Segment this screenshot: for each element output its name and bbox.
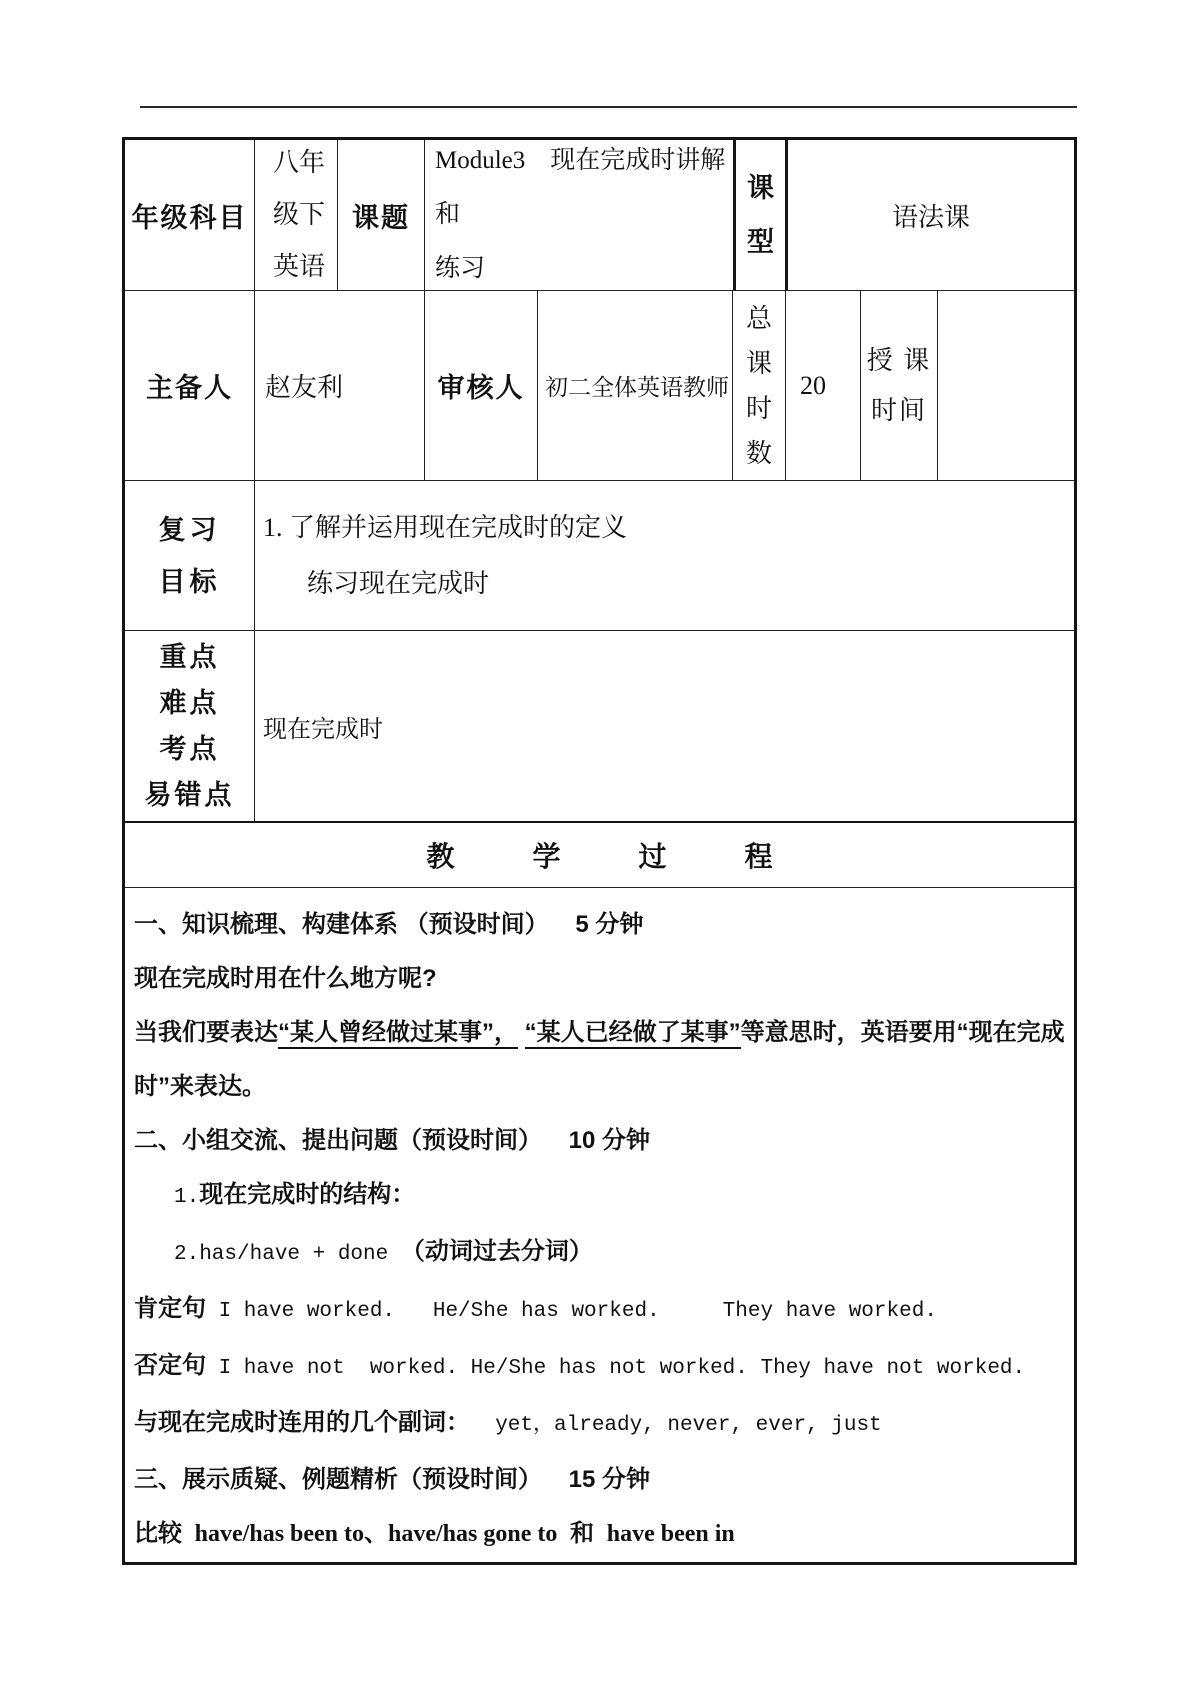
process-segment: 二、小组交流、提出问题（预设时间） 10 分钟 <box>134 1127 651 1154</box>
table-row-process-body <box>125 888 1074 1562</box>
process-segment: have/has been to、have/has gone to <box>188 1521 564 1547</box>
text-line: 课 <box>745 348 772 378</box>
process-line <box>134 1339 1070 1396</box>
process-line <box>134 1114 1070 1168</box>
teach-time-label <box>861 291 938 480</box>
total-periods-label <box>733 291 786 480</box>
process-segment: “某人已经做了某事” <box>525 1019 741 1049</box>
table-row-preparer <box>125 291 1074 481</box>
table-row-grade-topic <box>125 140 1074 291</box>
process-content <box>125 888 1074 1562</box>
process-line <box>134 1006 1070 1114</box>
process-segment: “某人曾经做过某事”， <box>278 1019 518 1049</box>
header-rule <box>140 106 1077 108</box>
key-points-content: 现在完成时 <box>263 716 383 743</box>
text-line: 课 <box>747 173 774 203</box>
process-segment <box>518 1019 525 1046</box>
text-line: 数 <box>745 438 772 468</box>
process-line <box>134 1507 1070 1561</box>
text-line: 练习 <box>435 255 486 282</box>
process-segment: 现在完成时的结构： <box>199 1181 416 1208</box>
process-segment: 与现在完成时连用的几个副词： <box>134 1409 470 1436</box>
text-line: 时间 <box>870 395 927 425</box>
process-segment: 肯定句 <box>134 1295 206 1322</box>
text-line: 总 <box>745 303 772 333</box>
process-segment: yet，already, never, ever, just <box>470 1414 882 1437</box>
text-line: 目标 <box>158 566 221 597</box>
process-segment: 1. <box>174 1186 200 1209</box>
text-line: 1. 了解并运用现在完成时的定义 <box>263 512 628 542</box>
preparer-label: 主备人 <box>125 291 255 480</box>
reviewer-label: 审核人 <box>425 291 538 480</box>
grade-subject-label: 年级科目 <box>125 140 255 290</box>
process-line <box>134 1396 1070 1453</box>
text-line: 易错点 <box>144 780 235 810</box>
text-line: 复习 <box>158 514 221 545</box>
topic-value <box>425 140 733 290</box>
review-goal-content <box>255 481 1074 630</box>
process-segment: 和 <box>563 1520 601 1547</box>
teach-time-value <box>938 291 1074 480</box>
process-segment: 现在完成时用在什么地方呢? <box>134 965 437 992</box>
process-segment: （动词过去分词） <box>400 1238 593 1265</box>
process-segment: have been in <box>600 1521 735 1547</box>
table-row-process-header <box>125 823 1074 888</box>
review-goal-label <box>125 481 255 630</box>
process-line <box>134 898 1070 952</box>
text-line: Module3 现在完成时讲解和 <box>435 147 726 228</box>
text-line: 难点 <box>159 688 220 718</box>
text-line: 级下 <box>272 200 325 229</box>
table-row-review-goal <box>125 481 1074 631</box>
process-line <box>134 1225 1070 1282</box>
text-line: 型 <box>747 227 774 257</box>
process-segment: 三、展示质疑、例题精析（预设时间） 15 分钟 <box>134 1466 651 1493</box>
lesson-type-value: 语法课 <box>891 202 970 232</box>
process-segment: I have worked. He/She has worked. They have worked. <box>206 1300 937 1323</box>
process-title: 教学过程 <box>426 842 851 873</box>
text-line: 授 课 <box>866 345 932 375</box>
preparer-value: 赵友利 <box>255 291 425 480</box>
topic-label: 课题 <box>338 140 425 290</box>
table-row-key-points <box>125 631 1074 823</box>
text-line: 时 <box>745 393 772 423</box>
text-line: 练习现在完成时 <box>307 568 490 598</box>
process-segment: 2.has/have + done <box>174 1243 401 1266</box>
process-line <box>134 1282 1070 1339</box>
process-segment: 比较 <box>134 1520 189 1547</box>
text-line: 考点 <box>159 734 220 764</box>
lesson-plan-table <box>122 137 1077 1565</box>
process-line <box>134 1453 1070 1507</box>
process-line <box>134 952 1070 1006</box>
process-segment: 等意思时，英语要用“现在完成时”来表达。 <box>134 1019 1065 1100</box>
lesson-type-label <box>733 140 788 290</box>
process-segment: 一、知识梳理、构建体系 （预设时间） 5 分钟 <box>134 911 644 938</box>
reviewer-value: 初二全体英语教师 <box>538 291 733 480</box>
grade-subject-value <box>255 140 338 290</box>
text-line: 英语 <box>272 252 325 281</box>
text-line: 重点 <box>159 642 220 672</box>
text-line: 八年 <box>272 148 325 177</box>
process-line <box>134 1168 1070 1225</box>
key-points-label <box>125 631 255 821</box>
process-segment: 当我们要表达 <box>134 1019 278 1046</box>
process-segment: 否定句 <box>134 1352 206 1379</box>
total-periods-value: 20 <box>786 291 861 480</box>
process-segment: I have not worked. He/She has not worked. They have not worked. <box>206 1357 1026 1380</box>
